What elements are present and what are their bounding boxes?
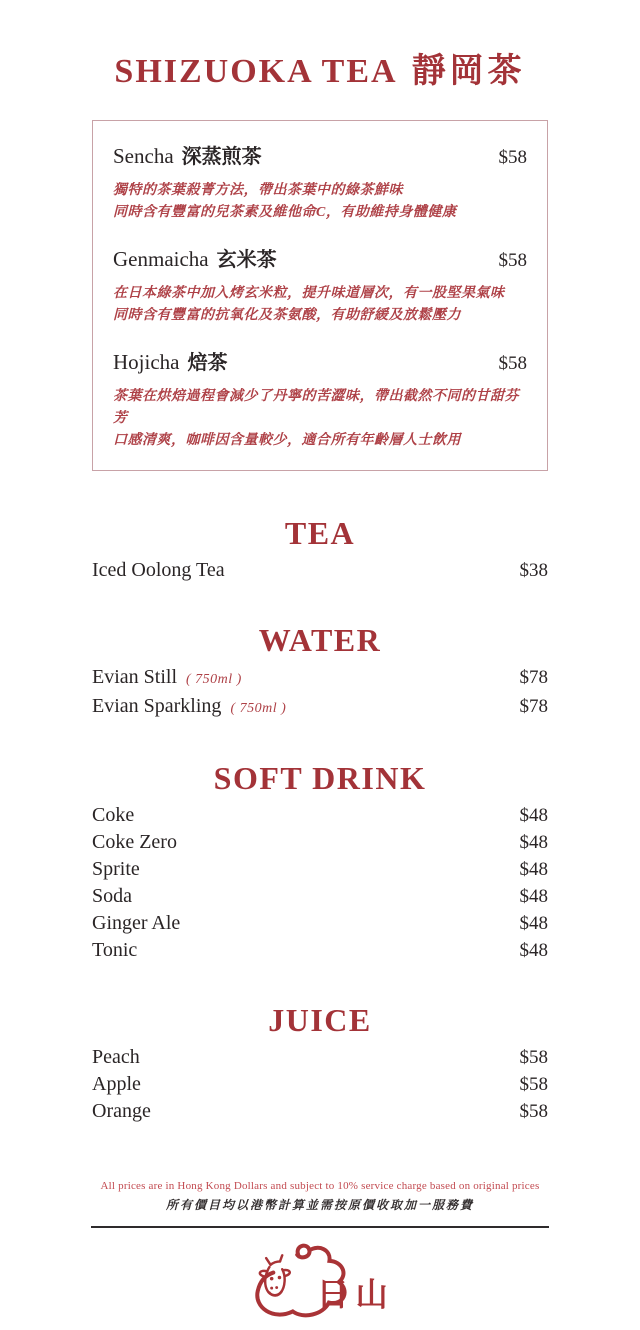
item-name: Coke: [92, 804, 135, 826]
item-name: Coke Zero: [92, 831, 177, 853]
item-name-text: Evian Sparkling: [92, 695, 222, 717]
featured-item-genmaicha: [113, 246, 527, 327]
description-line: 在日本綠茶中加入烤玄米粒，提升味道層次，有一股堅果氣味: [113, 286, 505, 301]
section-heading: SOFT DRINK: [213, 760, 427, 796]
item-volume-note: ( 750ml ): [186, 672, 242, 687]
item-name: Soda: [92, 885, 132, 907]
item-name: Ginger Ale: [92, 912, 181, 934]
item-price: $38: [519, 560, 548, 581]
item-price: $58: [498, 353, 527, 374]
item-header: [113, 349, 527, 377]
featured-item-sencha: [113, 143, 527, 224]
page-title: [92, 50, 548, 94]
item-header: [113, 143, 527, 171]
item-header: [113, 246, 527, 274]
item-description: [113, 283, 527, 327]
item-price: $78: [519, 667, 548, 688]
item-price: $48: [519, 805, 548, 826]
section-juice: [92, 1000, 548, 1125]
price-notice-en: All prices are in Hong Kong Dollars and subject to 10% service charge based on original prices: [100, 1180, 540, 1192]
item-volume-note: ( 750ml ): [230, 701, 287, 716]
item-name: [92, 693, 286, 722]
item-name-zh: 焙茶: [187, 352, 228, 374]
page-title-zh: 靜岡茶: [411, 53, 526, 90]
item-name: Apple: [92, 1073, 141, 1095]
price-notice-zh: 所有價目均以港幣計算並需按原價收取加一服務費: [165, 1198, 474, 1212]
page-title-en: SHIZUOKA TEA: [114, 53, 398, 90]
menu-row: [92, 802, 548, 829]
menu-page: [92, 50, 548, 1125]
section-heading: WATER: [258, 622, 382, 658]
menu-row: [92, 664, 548, 693]
section-water: [92, 620, 548, 722]
item-name-en: Sencha: [113, 144, 174, 168]
description-line: 獨特的茶葉殺菁方法，帶出茶葉中的綠茶鮮味: [113, 183, 403, 198]
featured-tea-box: [92, 120, 548, 471]
item-description: [113, 180, 527, 224]
item-name: [113, 246, 277, 273]
item-name: [113, 143, 262, 170]
item-name: Orange: [92, 1100, 151, 1122]
section-heading: TEA: [284, 515, 356, 551]
menu-row: [92, 937, 548, 964]
item-price: $58: [519, 1101, 548, 1122]
item-name: [113, 349, 227, 376]
item-name-text: Evian Still: [92, 666, 177, 688]
menu-row: [92, 829, 548, 856]
menu-row: [92, 910, 548, 937]
item-name-en: Genmaicha: [113, 247, 209, 271]
item-price: $58: [519, 1047, 548, 1068]
footer-divider: [91, 1226, 549, 1228]
menu-row: [92, 557, 548, 584]
restaurant-logo: [0, 1242, 640, 1322]
featured-item-hojicha: [113, 349, 527, 452]
item-price: $48: [519, 886, 548, 907]
footer: [0, 1178, 640, 1322]
description-line: 茶葉在烘焙過程會減少了丹寧的苦澀味，帶出截然不同的甘甜芬芳: [113, 389, 519, 426]
item-price: $58: [519, 1074, 548, 1095]
item-price: $78: [519, 696, 548, 717]
item-name: Peach: [92, 1046, 140, 1068]
menu-row: [92, 1071, 548, 1098]
section-heading: JUICE: [268, 1002, 372, 1038]
menu-row: [92, 856, 548, 883]
item-price: $48: [519, 940, 548, 961]
item-name: Sprite: [92, 858, 140, 880]
menu-row: [92, 883, 548, 910]
section-soft-drink: [92, 758, 548, 964]
item-description: [113, 386, 527, 452]
item-price: $48: [519, 832, 548, 853]
item-price: $58: [498, 147, 527, 168]
section-tea: [92, 513, 548, 584]
item-name: [92, 664, 242, 693]
menu-row: [92, 1098, 548, 1125]
item-name-zh: 玄米茶: [216, 249, 277, 271]
item-name-zh: 深蒸煎茶: [181, 146, 262, 168]
logo-text: 日山: [316, 1276, 395, 1313]
item-price: $48: [519, 859, 548, 880]
menu-row: [92, 1044, 548, 1071]
item-name: Iced Oolong Tea: [92, 559, 225, 581]
item-price: $48: [519, 913, 548, 934]
item-name-en: Hojicha: [113, 350, 180, 374]
cow-swirl-logo-icon: [245, 1242, 395, 1322]
item-price: $58: [498, 250, 527, 271]
description-line: 同時含有豐富的抗氧化及茶氨酸，有助舒緩及放鬆壓力: [113, 308, 461, 323]
menu-row: [92, 693, 548, 722]
description-line: 同時含有豐富的兒茶素及維他命C，有助維持身體健康: [113, 205, 457, 220]
item-name: Tonic: [92, 939, 138, 961]
description-line: 口感清爽，咖啡因含量較少，適合所有年齡層人士飲用: [113, 433, 461, 448]
